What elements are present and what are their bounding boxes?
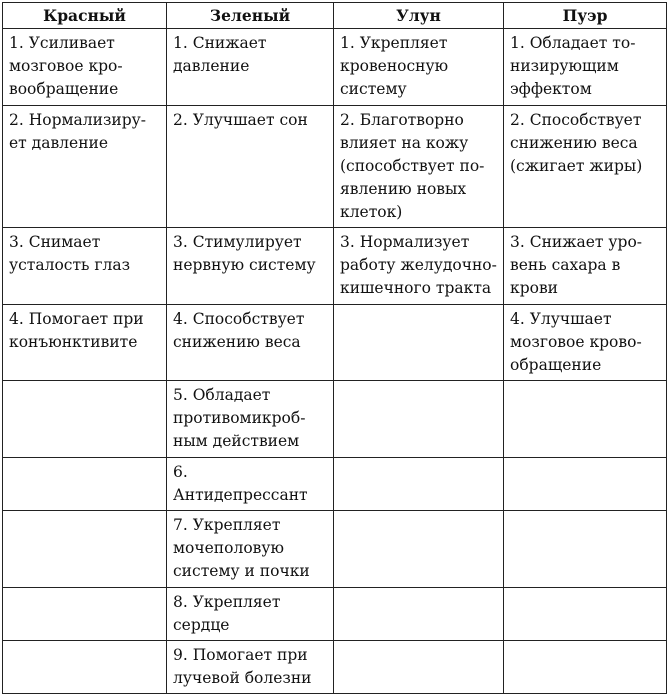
table-cell [3, 228, 167, 305]
cell-text: 3. Нормализует работу желудочно- кишечного тракта [340, 233, 497, 297]
cell-text: 9. Помогает при лучевой болезни [173, 646, 312, 687]
table-cell [504, 588, 667, 641]
table-cell [504, 458, 667, 511]
header-puer-tea: Пуэр [504, 3, 667, 29]
table-cell [334, 228, 504, 305]
cell-text: 7. Укрепляет мочеполовую систему и почки [173, 516, 310, 580]
cell-text: 5. Обладает противомикроб- ным действием [173, 386, 306, 450]
table-cell [167, 588, 334, 641]
table-cell [504, 641, 667, 694]
table-cell [167, 641, 334, 694]
table-cell [334, 511, 504, 588]
table-cell [167, 305, 334, 381]
table-cell [3, 588, 167, 641]
table-cell [3, 641, 167, 694]
cell-text: 8. Укрепляет сердце [173, 593, 281, 634]
cell-text: 4. Помогает при конъюнктивите [9, 310, 144, 351]
table-cell [3, 381, 167, 458]
table-cell [504, 381, 667, 458]
table-cell [167, 29, 334, 106]
table-cell [167, 381, 334, 458]
cell-text: 2. Улучшает сон [173, 111, 308, 129]
table-row [3, 511, 667, 588]
cell-text: 2. Способствует снижению веса (сжигает жиры) [510, 111, 643, 175]
cell-text: 1. Снижает давление [173, 34, 267, 75]
table-cell [334, 641, 504, 694]
cell-text: 3. Снимает усталость глаз [9, 233, 131, 274]
table-cell [334, 305, 504, 381]
table-cell [334, 106, 504, 228]
table-cell [504, 106, 667, 228]
table-row [3, 106, 667, 228]
cell-text: 4. Улучшает мозговое крово- обращение [510, 310, 642, 374]
table-cell [3, 305, 167, 381]
cell-text: 3. Снижает уро- вень сахара в крови [510, 233, 643, 297]
table-row [3, 305, 667, 381]
table-cell [504, 511, 667, 588]
table-cell [334, 381, 504, 458]
header-green-tea: Зеленый [167, 3, 334, 29]
cell-text: 4. Способствует снижению веса [173, 310, 305, 351]
table-cell [334, 588, 504, 641]
table-row [3, 641, 667, 694]
header-row [3, 3, 667, 29]
header-red-tea: Красный [3, 3, 167, 29]
cell-text: 1. Укрепляет кровеносную систему [340, 34, 449, 98]
header-oolong-tea: Улун [334, 3, 504, 29]
cell-text: 1. Обладает то- низирующим эффектом [510, 34, 636, 98]
cell-text: 2. Благотворно влияет на кожу (способствует по- явлению новых клеток) [340, 111, 485, 221]
table-cell [334, 29, 504, 106]
table-cell [167, 511, 334, 588]
cell-text: 6. Антидепрессант [173, 463, 308, 504]
table-cell [3, 458, 167, 511]
table-cell [504, 29, 667, 106]
table-row [3, 29, 667, 106]
cell-text: 2. Нормализиру- ет давление [9, 111, 147, 152]
table-cell [504, 228, 667, 305]
table-cell [3, 511, 167, 588]
table-cell [167, 228, 334, 305]
table-row [3, 381, 667, 458]
cell-text: 1. Усиливает мозговое кро- вообращение [9, 34, 123, 98]
table-cell [3, 29, 167, 106]
cell-text: 3. Стимулирует нервную систему [173, 233, 316, 274]
table-cell [167, 458, 334, 511]
table-cell [334, 458, 504, 511]
table-cell [504, 305, 667, 381]
tea-benefits-table [2, 2, 667, 694]
table-row [3, 588, 667, 641]
table-row [3, 228, 667, 305]
table-cell [167, 106, 334, 228]
table-cell [3, 106, 167, 228]
table-row [3, 458, 667, 511]
